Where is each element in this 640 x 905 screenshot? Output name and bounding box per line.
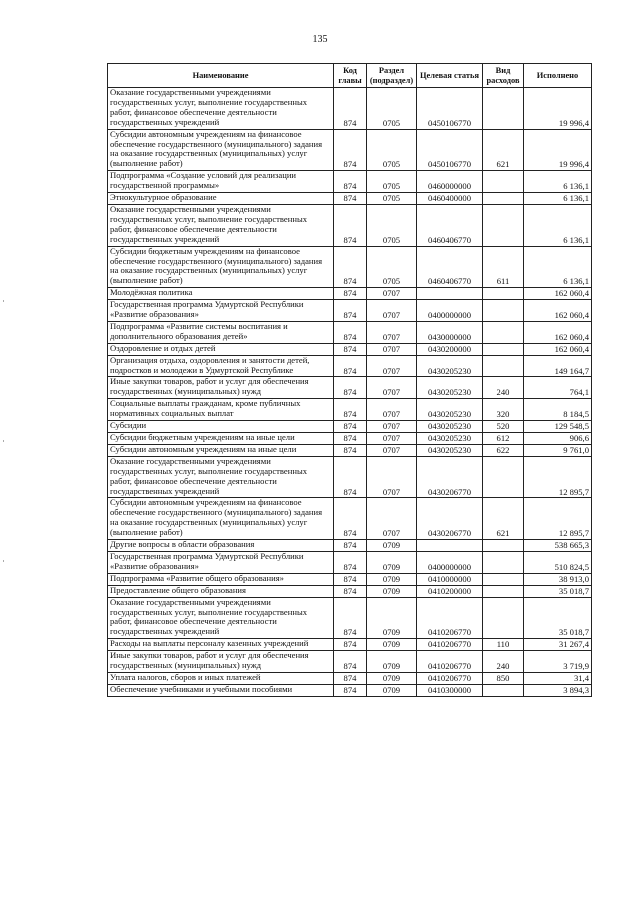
row-section: 0705 xyxy=(367,193,417,205)
header-target-article: Целевая статья xyxy=(417,64,483,88)
row-section: 0709 xyxy=(367,573,417,585)
row-executed: 538 665,3 xyxy=(524,540,592,552)
row-section: 0707 xyxy=(367,288,417,300)
table-row xyxy=(108,684,592,696)
row-target-article xyxy=(417,540,483,552)
table-header-row xyxy=(108,64,592,88)
row-chapter-code: 874 xyxy=(334,204,367,246)
row-chapter-code: 874 xyxy=(334,193,367,205)
table-row xyxy=(108,421,592,433)
row-executed: 9 761,0 xyxy=(524,444,592,456)
row-name: Оздоровление и отдых детей xyxy=(108,343,334,355)
table-row xyxy=(108,355,592,377)
row-expense-type xyxy=(483,321,524,343)
table-row xyxy=(108,585,592,597)
row-executed: 129 548,5 xyxy=(524,421,592,433)
row-target-article xyxy=(417,288,483,300)
table-row xyxy=(108,456,592,498)
row-section: 0707 xyxy=(367,421,417,433)
row-target-article: 0430206770 xyxy=(417,456,483,498)
table-row xyxy=(108,343,592,355)
row-chapter-code: 874 xyxy=(334,288,367,300)
row-target-article: 0430000000 xyxy=(417,321,483,343)
row-expense-type: 622 xyxy=(483,444,524,456)
row-executed: 6 136,1 xyxy=(524,246,592,288)
row-expense-type xyxy=(483,288,524,300)
row-expense-type xyxy=(483,540,524,552)
row-target-article: 0450106770 xyxy=(417,88,483,130)
table-row xyxy=(108,651,592,673)
row-name: Оказание государственными учреждениями государственных услуг, выполнение государственных работ, финансовое обеспечение деятельности государственных учреждений xyxy=(108,88,334,130)
table-row xyxy=(108,88,592,130)
row-section: 0709 xyxy=(367,585,417,597)
header-executed: Исполнено xyxy=(524,64,592,88)
row-chapter-code: 874 xyxy=(334,433,367,445)
row-expense-type xyxy=(483,585,524,597)
table-row xyxy=(108,597,592,639)
row-executed: 3 894,3 xyxy=(524,684,592,696)
row-expense-type: 850 xyxy=(483,672,524,684)
row-target-article: 0410200000 xyxy=(417,585,483,597)
table-row xyxy=(108,672,592,684)
row-section: 0705 xyxy=(367,204,417,246)
row-executed: 6 136,1 xyxy=(524,204,592,246)
row-target-article: 0430206770 xyxy=(417,498,483,540)
row-name: Оказание государственными учреждениями государственных услуг, выполнение государственных работ, финансовое обеспечение деятельности государственных учреждений xyxy=(108,597,334,639)
row-chapter-code: 874 xyxy=(334,585,367,597)
row-expense-type xyxy=(483,684,524,696)
row-executed: 3 719,9 xyxy=(524,651,592,673)
row-name: Субсидии xyxy=(108,421,334,433)
row-section: 0707 xyxy=(367,377,417,399)
row-name: Государственная программа Удмуртской Республики «Развитие образования» xyxy=(108,300,334,322)
row-target-article: 0410206770 xyxy=(417,597,483,639)
row-chapter-code: 874 xyxy=(334,355,367,377)
row-chapter-code: 874 xyxy=(334,246,367,288)
row-section: 0709 xyxy=(367,551,417,573)
row-section: 0707 xyxy=(367,399,417,421)
scan-edge-mark xyxy=(3,440,4,442)
row-chapter-code: 874 xyxy=(334,639,367,651)
row-section: 0709 xyxy=(367,639,417,651)
row-section: 0709 xyxy=(367,597,417,639)
row-section: 0709 xyxy=(367,684,417,696)
row-target-article: 0400000000 xyxy=(417,300,483,322)
row-section: 0707 xyxy=(367,433,417,445)
row-target-article: 0430205230 xyxy=(417,421,483,433)
table-row xyxy=(108,171,592,193)
row-expense-type xyxy=(483,343,524,355)
row-chapter-code: 874 xyxy=(334,444,367,456)
row-name: Субсидии автономным учреждениям на финансовое обеспечение государственного (муниципального) задания на оказание государственных (муниципальных) услуг (выполнение работ) xyxy=(108,129,334,171)
row-chapter-code: 874 xyxy=(334,321,367,343)
row-name: Оказание государственными учреждениями государственных услуг, выполнение государственных работ, финансовое обеспечение деятельности государственных учреждений xyxy=(108,204,334,246)
row-executed: 6 136,1 xyxy=(524,171,592,193)
row-expense-type xyxy=(483,300,524,322)
row-target-article: 0460000000 xyxy=(417,171,483,193)
table-row xyxy=(108,246,592,288)
row-expense-type xyxy=(483,456,524,498)
row-section: 0707 xyxy=(367,444,417,456)
row-section: 0705 xyxy=(367,88,417,130)
row-expense-type xyxy=(483,355,524,377)
row-expense-type xyxy=(483,597,524,639)
table-row xyxy=(108,129,592,171)
row-expense-type xyxy=(483,171,524,193)
table-row xyxy=(108,540,592,552)
page-number: 135 xyxy=(312,34,328,45)
row-target-article: 0450106770 xyxy=(417,129,483,171)
row-executed: 510 824,5 xyxy=(524,551,592,573)
row-chapter-code: 874 xyxy=(334,377,367,399)
row-section: 0707 xyxy=(367,343,417,355)
table-row xyxy=(108,204,592,246)
row-target-article: 0430205230 xyxy=(417,399,483,421)
row-expense-type: 240 xyxy=(483,377,524,399)
row-executed: 149 164,7 xyxy=(524,355,592,377)
row-section: 0705 xyxy=(367,129,417,171)
row-section: 0707 xyxy=(367,321,417,343)
table-row xyxy=(108,573,592,585)
table-row xyxy=(108,288,592,300)
row-target-article: 0400000000 xyxy=(417,551,483,573)
table-row xyxy=(108,639,592,651)
row-chapter-code: 874 xyxy=(334,573,367,585)
row-expense-type xyxy=(483,551,524,573)
row-section: 0707 xyxy=(367,300,417,322)
row-name: Субсидии бюджетным учреждениям на иные цели xyxy=(108,433,334,445)
header-expense-type: Вид расходов xyxy=(483,64,524,88)
row-expense-type: 240 xyxy=(483,651,524,673)
table-row xyxy=(108,551,592,573)
row-target-article: 0430205230 xyxy=(417,377,483,399)
row-chapter-code: 874 xyxy=(334,651,367,673)
row-name: Субсидии бюджетным учреждениям на финансовое обеспечение государственного (муниципального) задания на оказание государственных (муниципальных) услуг (выполнение работ) xyxy=(108,246,334,288)
row-chapter-code: 874 xyxy=(334,421,367,433)
table-row xyxy=(108,433,592,445)
row-target-article: 0430205230 xyxy=(417,355,483,377)
row-expense-type xyxy=(483,193,524,205)
scan-edge-mark xyxy=(3,560,4,562)
row-name: Подпрограмма «Создание условий для реализации государственной программы» xyxy=(108,171,334,193)
row-executed: 12 895,7 xyxy=(524,498,592,540)
row-chapter-code: 874 xyxy=(334,672,367,684)
row-executed: 6 136,1 xyxy=(524,193,592,205)
row-executed: 162 060,4 xyxy=(524,321,592,343)
row-target-article: 0460406770 xyxy=(417,204,483,246)
row-name: Иные закупки товаров, работ и услуг для обеспечения государственных (муниципальных) нужд xyxy=(108,377,334,399)
row-name: Расходы на выплаты персоналу казенных учреждений xyxy=(108,639,334,651)
row-chapter-code: 874 xyxy=(334,171,367,193)
row-chapter-code: 874 xyxy=(334,456,367,498)
row-section: 0705 xyxy=(367,171,417,193)
row-executed: 19 996,4 xyxy=(524,88,592,130)
row-executed: 162 060,4 xyxy=(524,300,592,322)
row-chapter-code: 874 xyxy=(334,597,367,639)
row-executed: 162 060,4 xyxy=(524,343,592,355)
row-expense-type: 611 xyxy=(483,246,524,288)
row-chapter-code: 874 xyxy=(334,88,367,130)
table-row xyxy=(108,377,592,399)
row-name: Субсидии автономным учреждениям на финансовое обеспечение государственного (муниципального) задания на оказание государственных (муниципальных) услуг (выполнение работ) xyxy=(108,498,334,540)
table-row xyxy=(108,399,592,421)
row-target-article: 0410300000 xyxy=(417,684,483,696)
row-chapter-code: 874 xyxy=(334,399,367,421)
table-row xyxy=(108,444,592,456)
row-chapter-code: 874 xyxy=(334,129,367,171)
row-expense-type: 110 xyxy=(483,639,524,651)
row-executed: 31,4 xyxy=(524,672,592,684)
table-row xyxy=(108,300,592,322)
row-section: 0707 xyxy=(367,355,417,377)
row-target-article: 0430205230 xyxy=(417,444,483,456)
row-name: Оказание государственными учреждениями государственных услуг, выполнение государственных работ, финансовое обеспечение деятельности государственных учреждений xyxy=(108,456,334,498)
row-name: Уплата налогов, сборов и иных платежей xyxy=(108,672,334,684)
row-target-article: 0460400000 xyxy=(417,193,483,205)
table-body xyxy=(108,88,592,697)
row-name: Иные закупки товаров, работ и услуг для обеспечения государственных (муниципальных) нужд xyxy=(108,651,334,673)
row-name: Молодёжная политика xyxy=(108,288,334,300)
row-executed: 764,1 xyxy=(524,377,592,399)
row-section: 0707 xyxy=(367,456,417,498)
row-name: Обеспечение учебниками и учебными пособиями xyxy=(108,684,334,696)
row-expense-type xyxy=(483,573,524,585)
row-executed: 906,6 xyxy=(524,433,592,445)
row-target-article: 0460406770 xyxy=(417,246,483,288)
row-section: 0707 xyxy=(367,498,417,540)
row-executed: 19 996,4 xyxy=(524,129,592,171)
row-chapter-code: 874 xyxy=(334,540,367,552)
row-name: Государственная программа Удмуртской Республики «Развитие образования» xyxy=(108,551,334,573)
table-row xyxy=(108,321,592,343)
row-executed: 12 895,7 xyxy=(524,456,592,498)
row-expense-type: 621 xyxy=(483,129,524,171)
row-section: 0709 xyxy=(367,672,417,684)
row-name: Подпрограмма «Развитие общего образования» xyxy=(108,573,334,585)
row-executed: 31 267,4 xyxy=(524,639,592,651)
row-executed: 35 018,7 xyxy=(524,597,592,639)
header-name: Наименование xyxy=(108,64,334,88)
row-chapter-code: 874 xyxy=(334,300,367,322)
row-expense-type: 621 xyxy=(483,498,524,540)
row-executed: 35 018,7 xyxy=(524,585,592,597)
row-expense-type: 612 xyxy=(483,433,524,445)
budget-table xyxy=(107,63,592,697)
row-expense-type xyxy=(483,204,524,246)
row-expense-type: 320 xyxy=(483,399,524,421)
row-name: Субсидии автономным учреждениям на иные цели xyxy=(108,444,334,456)
row-expense-type: 520 xyxy=(483,421,524,433)
scan-edge-mark xyxy=(3,300,4,302)
row-name: Организация отдыха, оздоровления и занятости детей, подростков и молодежи в Удмуртской Республике xyxy=(108,355,334,377)
header-chapter-code: Код главы xyxy=(334,64,367,88)
row-target-article: 0410000000 xyxy=(417,573,483,585)
row-chapter-code: 874 xyxy=(334,343,367,355)
row-section: 0709 xyxy=(367,651,417,673)
header-section: Раздел (подраздел) xyxy=(367,64,417,88)
row-name: Этнокультурное образование xyxy=(108,193,334,205)
row-chapter-code: 874 xyxy=(334,551,367,573)
row-name: Другие вопросы в области образования xyxy=(108,540,334,552)
row-name: Социальные выплаты гражданам, кроме публичных нормативных социальных выплат xyxy=(108,399,334,421)
row-target-article: 0410206770 xyxy=(417,672,483,684)
row-name: Предоставление общего образования xyxy=(108,585,334,597)
row-chapter-code: 874 xyxy=(334,684,367,696)
row-name: Подпрограмма «Развитие системы воспитания и дополнительного образования детей» xyxy=(108,321,334,343)
row-section: 0709 xyxy=(367,540,417,552)
row-executed: 38 913,0 xyxy=(524,573,592,585)
row-target-article: 0410206770 xyxy=(417,639,483,651)
row-chapter-code: 874 xyxy=(334,498,367,540)
table-row xyxy=(108,498,592,540)
row-target-article: 0410206770 xyxy=(417,651,483,673)
row-target-article: 0430200000 xyxy=(417,343,483,355)
row-executed: 162 060,4 xyxy=(524,288,592,300)
table-row xyxy=(108,193,592,205)
row-executed: 8 184,5 xyxy=(524,399,592,421)
row-expense-type xyxy=(483,88,524,130)
row-target-article: 0430205230 xyxy=(417,433,483,445)
row-section: 0705 xyxy=(367,246,417,288)
